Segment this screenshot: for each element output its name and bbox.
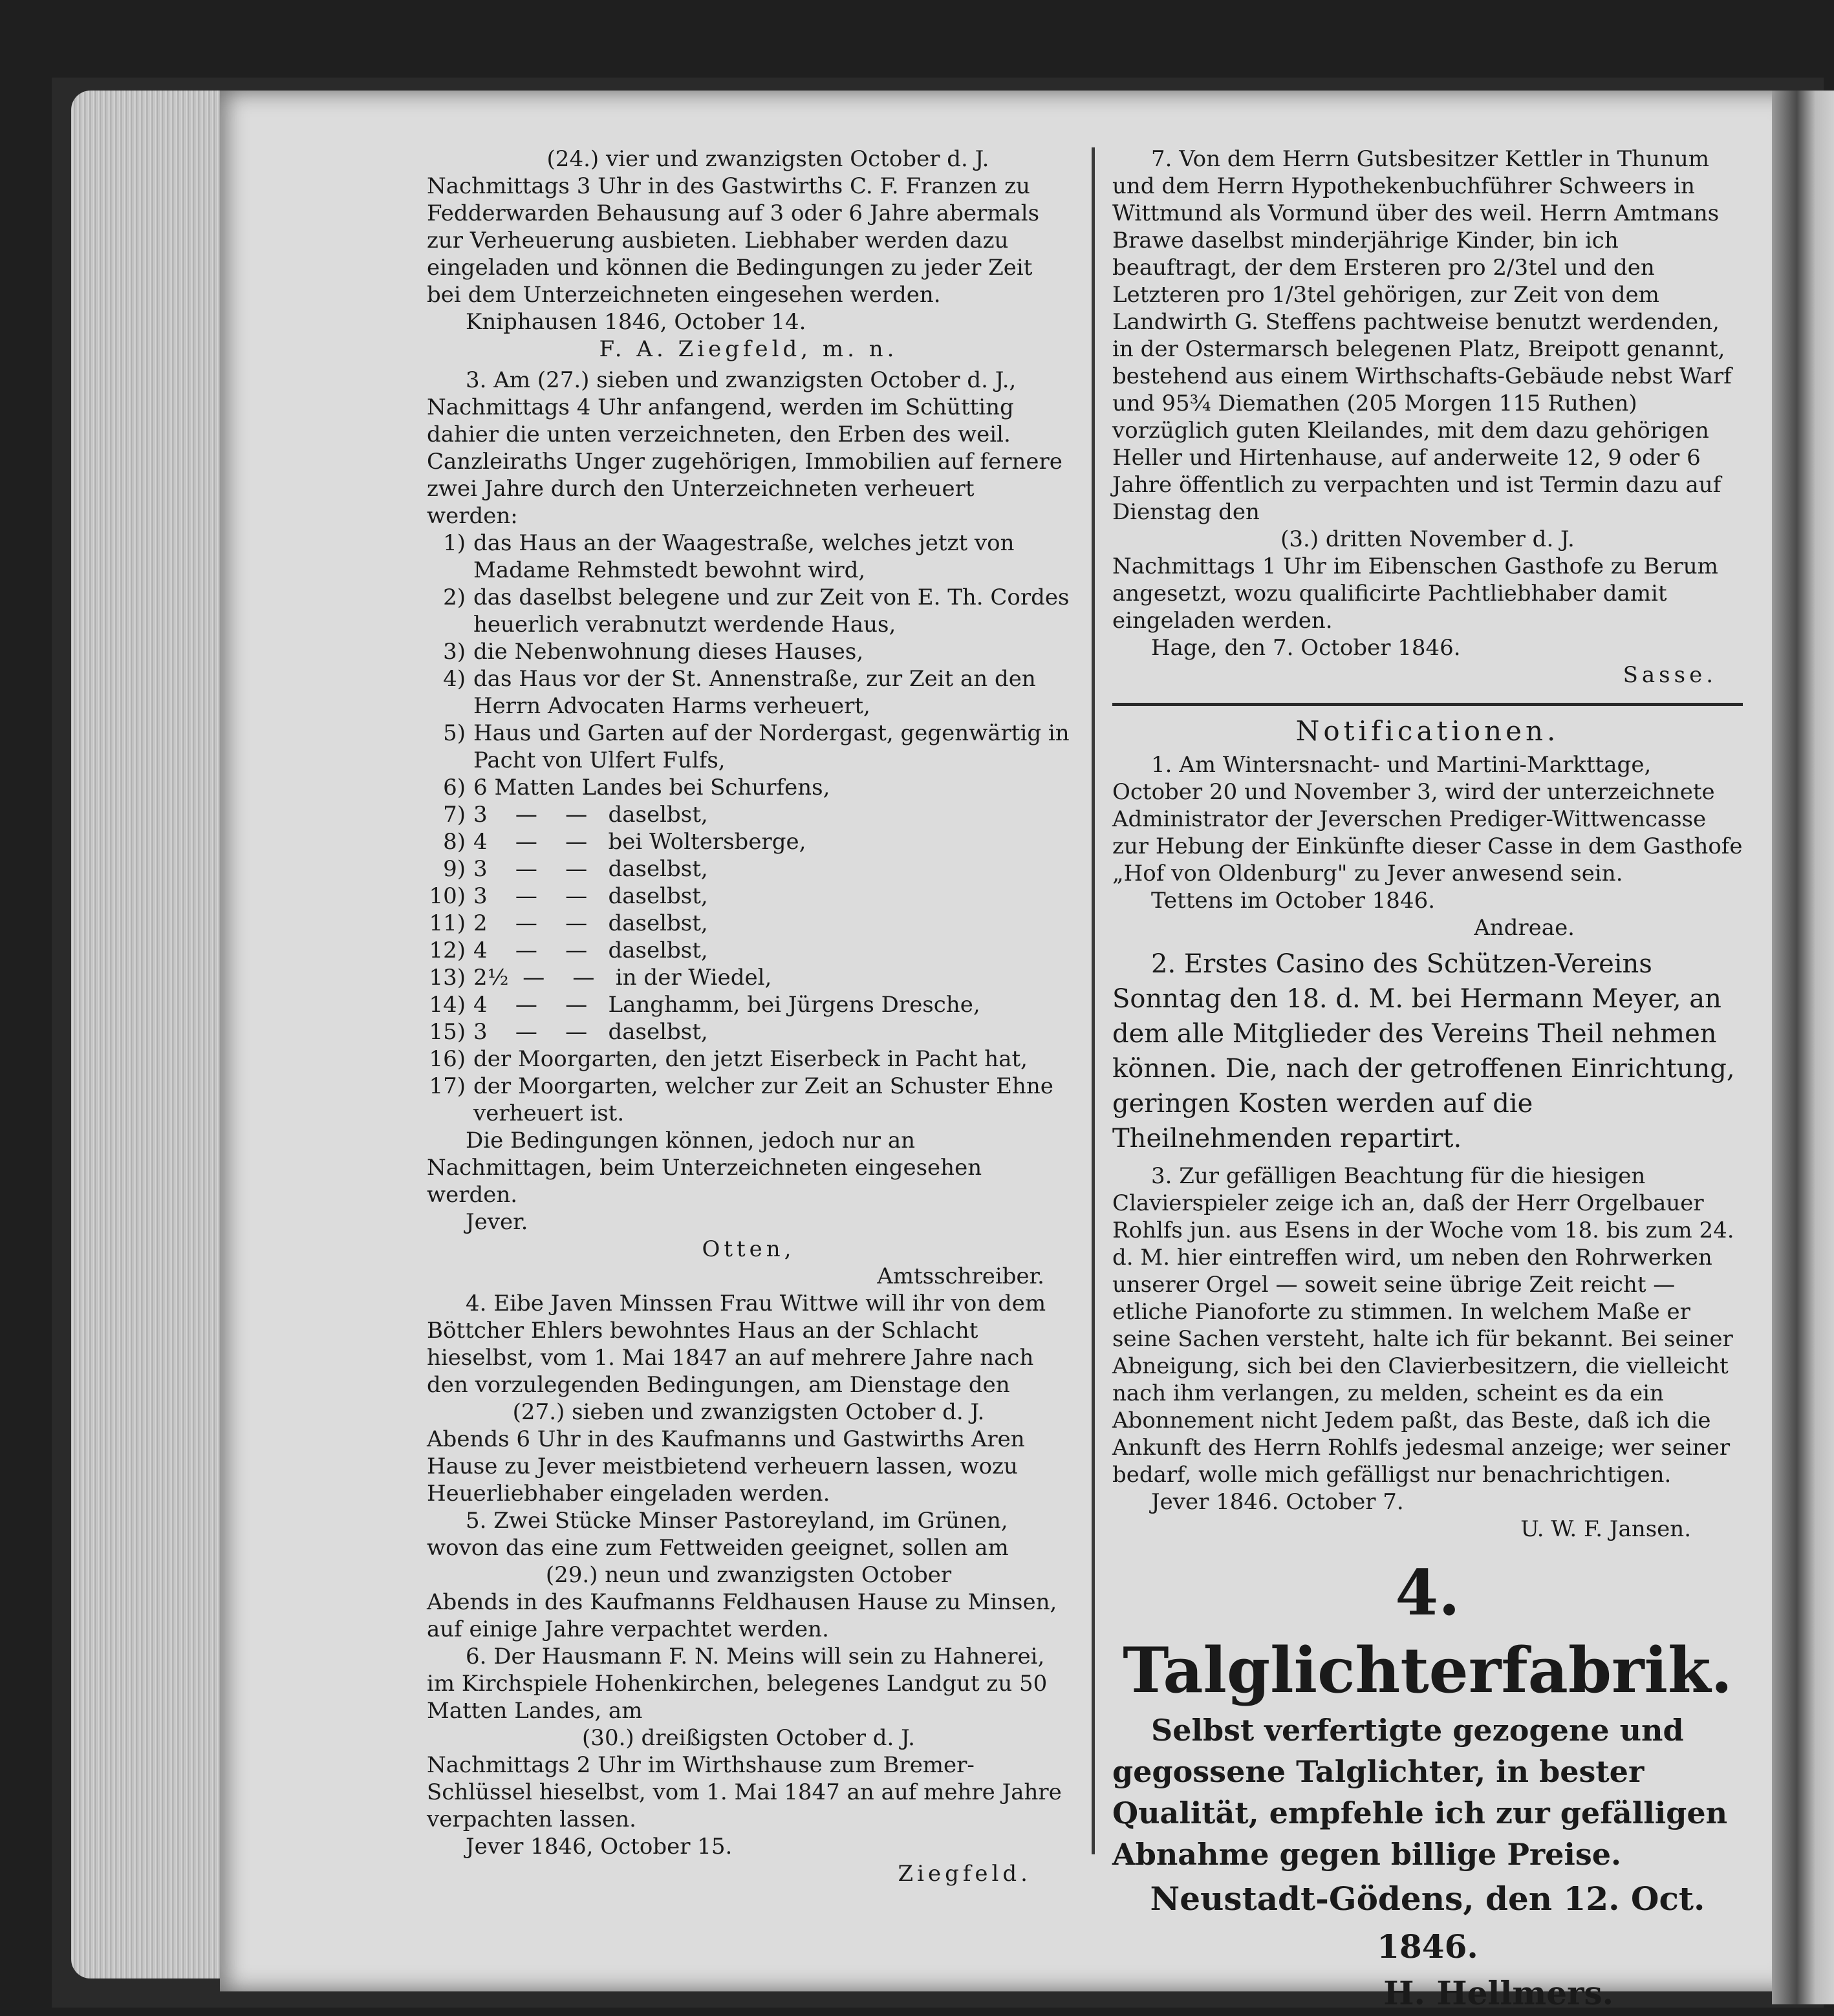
- notification-1-place: Tettens im October 1846.: [1151, 888, 1436, 914]
- notice-7-place: Hage, den 7. October 1846.: [1151, 635, 1461, 661]
- list-number: 2): [443, 584, 466, 610]
- notice-2-body: Nachmittags 3 Uhr in des Gastwirths C. F. Franzen zu Fedderwarden Behausung auf 3 oder 6 Jahre abermals zur Verheuerung ausbieten. Liebhaber werden dazu eingeladen und können die Bedingungen zu jeder Zeit bei dem Unterzeichneten eingesehen werden.: [427, 173, 1040, 308]
- notice-3-list: [427, 530, 1070, 1127]
- notification-4-place: Neustadt-Gödens, den 12. Oct. 1846.: [1150, 1880, 1705, 1966]
- notice-5-date: (29.) neun und zwanzigsten October: [545, 1562, 952, 1588]
- list-item: [427, 530, 1070, 584]
- list-item: [427, 937, 1070, 964]
- notification-3-signature: U. W. F. Jansen.: [1520, 1516, 1691, 1542]
- notice-2-date: (24.) vier und zwanzigsten October d. J.: [546, 146, 989, 172]
- list-item: [427, 964, 1070, 991]
- list-item: [427, 720, 1070, 774]
- list-number: 1): [443, 530, 466, 556]
- left-column: [427, 145, 1070, 1887]
- notification-3-body: 3. Zur gefälligen Beachtung für die hiesigen Clavierspieler zeige ich an, daß der Herr Orgelbauer Rohlfs jun. aus Esens in der Woche vom 18. bis zum 24. d. M. hier eintreffen wird, um neben den Rohrwerken unserer Orgel — soweit seine übrige Zeit reicht — etliche Pianoforte zu stimmen. In welchem Maße er seine Sachen versteht, halte ich für bekannt. Bei seiner Abneigung, sich bei den Clavierbesitzern, die vielleicht nach ihm verlangen, zu melden, scheint es da ein Abonnement nicht Jedem paßt, das Beste, daß ich die Ankunft des Herrn Rohlfs jedesmal anzeige; wer seiner bedarf, wolle mich gefälligst nur benachrichtigen.: [1112, 1163, 1734, 1488]
- list-item: [427, 584, 1070, 638]
- notice-3-title: Amtsschreiber.: [877, 1263, 1044, 1289]
- notice-7-rest: Nachmittags 1 Uhr im Eibenschen Gasthofe zu Berum angesetzt, wozu qualificirte Pachtliebhaber damit eingeladen werden.: [1112, 553, 1718, 634]
- list-number: 6): [443, 775, 466, 800]
- column-divider: [1092, 147, 1095, 1854]
- list-number: 5): [443, 720, 466, 746]
- list-number: 16): [429, 1046, 466, 1072]
- list-number: 8): [443, 829, 466, 855]
- list-text: das Haus vor der St. Annenstraße, zur Zeit an den Herrn Advocaten Harms verheuert,: [473, 666, 1036, 719]
- notification-2-body: 2. Erstes Casino des Schützen-Vereins Sonntag den 18. d. M. bei Hermann Meyer, an dem alle Mitglieder des Vereins Theil nehmen können. Die, nach der getroffenen Einrichtung, geringen Kosten werden auf die Theilnehmenden repartirt.: [1112, 949, 1735, 1153]
- notice-5-rest: Abends in des Kaufmanns Feldhausen Hause zu Minsen, auf einige Jahre verpachtet werden.: [427, 1589, 1057, 1642]
- notification-4-body: Selbst verfertigte gezogene und gegossene Talglichter, in bester Qualität, empfehle ich zur gefälligen Abnahme gegen billige Preise.: [1112, 1713, 1728, 1872]
- list-text: 2½ — — in der Wiedel,: [473, 965, 772, 991]
- list-text: 2 — — daselbst,: [473, 910, 708, 936]
- notice-7-date: (3.) dritten November d. J.: [1280, 526, 1575, 552]
- book-page-edges: [71, 91, 233, 1978]
- list-text: 4 — — Langhamm, bei Jürgens Dresche,: [473, 992, 980, 1018]
- list-text: 3 — — daselbst,: [473, 1019, 708, 1045]
- notice-7-body: 7. Von dem Herrn Gutsbesitzer Kettler in Thunum und dem Herrn Hypothekenbuchführer Schweers in Wittmund als Vormund über des weil. Herrn Amtmans Brawe daselbst minderjährige Kinder, bin ich beauftragt, der dem Ersteren pro 2/3tel und den Letzteren pro 1/3tel gehörigen, zur Zeit von dem Landwirth G. Steffens pachtweise benutzt werdenden, in der Ostermarsch belegenen Platz, Breipott genannt, bestehend aus einem Wirthschafts-Gebäude nebst Warf und 95¾ Diemathen (205 Morgen 115 Ruthen) vorzüglich guten Kleilandes, mit dem dazu gehörigen Heller und Hirtenhause, auf anderweite 12, 9 oder 6 Jahre öffentlich zu verpachten und ist Termin dazu auf Dienstag den: [1112, 146, 1732, 525]
- list-number: 11): [429, 910, 466, 936]
- list-item: [427, 638, 1070, 665]
- list-number: 4): [443, 666, 466, 692]
- notice-4-rest: Abends 6 Uhr in des Kaufmanns und Gastwirths Aren Hause zu Jever meistbietend verheuern lassen, wozu Heuerliebhaber eingeladen werden.: [427, 1426, 1025, 1507]
- notice-6-date: (30.) dreißigsten October d. J.: [582, 1725, 915, 1751]
- list-item: [427, 1046, 1070, 1073]
- notice-4-date: (27.) sieben und zwanzigsten October d. J.: [512, 1399, 985, 1425]
- list-text: 3 — — daselbst,: [473, 802, 708, 828]
- notice-2-place: Kniphausen 1846, October 14.: [466, 309, 806, 335]
- notification-1-signature: Andreae.: [1474, 915, 1575, 941]
- list-item: [427, 910, 1070, 937]
- list-text: die Nebenwohnung dieses Hauses,: [473, 639, 864, 665]
- list-item: [427, 774, 1070, 801]
- list-item: [427, 991, 1070, 1018]
- list-text: der Moorgarten, welcher zur Zeit an Schuster Ehne verheuert ist.: [473, 1073, 1053, 1126]
- notice-4-body: 4. Eibe Javen Minssen Frau Wittwe will ihr von dem Böttcher Ehlers bewohntes Haus an der Schlacht hieselbst, vom 1. Mai 1847 an auf mehrere Jahre nach den vorzulegenden Bedingungen, am Dienstage den: [427, 1291, 1046, 1398]
- notice-6-place: Jever 1846, October 15.: [466, 1834, 733, 1860]
- list-number: 3): [443, 639, 466, 665]
- list-number: 15): [429, 1019, 466, 1045]
- list-item: [427, 1018, 1070, 1046]
- section-heading: Notificationen.: [1295, 715, 1560, 747]
- notification-1-body: 1. Am Wintersnacht- und Martini-Markttage, October 20 und November 3, wird der unterzeichnete Administrator der Jeverschen Prediger-Wittwencasse zur Hebung der Einkünfte dieser Casse in dem Gasthofe „Hof von Oldenburg" zu Jever anwesend sein.: [1112, 752, 1743, 886]
- list-number: 13): [429, 965, 466, 991]
- list-number: 7): [443, 802, 466, 828]
- list-number: 12): [429, 938, 466, 963]
- list-text: 6 Matten Landes bei Schurfens,: [473, 775, 830, 800]
- notice-3-place: Jever.: [466, 1209, 528, 1235]
- list-number: 10): [429, 883, 466, 909]
- notice-3-signature: Otten,: [702, 1236, 795, 1262]
- notice-5-body: 5. Zwei Stücke Minser Pastoreyland, im Grünen, wovon das eine zum Fettweiden geeignet, sollen am: [427, 1508, 1009, 1561]
- list-text: 4 — — bei Woltersberge,: [473, 829, 806, 855]
- notice-6-rest: Nachmittags 2 Uhr im Wirthshause zum Bremer-Schlüssel hieselbst, vom 1. Mai 1847 an auf mehre Jahre verpachten lassen.: [427, 1752, 1062, 1832]
- list-text: 4 — — daselbst,: [473, 938, 708, 963]
- list-item: [427, 1073, 1070, 1127]
- list-text: 3 — — daselbst,: [473, 856, 708, 882]
- notice-6-signature: Ziegfeld.: [898, 1861, 1031, 1887]
- list-text: 3 — — daselbst,: [473, 883, 708, 909]
- right-column: [1112, 145, 1743, 2016]
- notification-3-place: Jever 1846. October 7.: [1151, 1489, 1404, 1515]
- page-gutter: [1772, 91, 1834, 2004]
- list-number: 9): [443, 856, 466, 882]
- list-item: [427, 828, 1070, 855]
- list-text: das daselbst belegene und zur Zeit von E. Th. Cordes heuerlich verabnutzt werdende Haus,: [473, 584, 1070, 638]
- list-text: das Haus an der Waagestraße, welches jetzt von Madame Rehmstedt bewohnt wird,: [473, 530, 1015, 583]
- notice-3-intro: 3. Am (27.) sieben und zwanzigsten October d. J., Nachmittags 4 Uhr anfangend, werden im Schütting dahier die unten verzeichneten, den Erben des weil. Canzleiraths Unger zugehörigen, Immobilien auf fernere zwei Jahre durch den Unterzeichneten verheuert werden:: [427, 367, 1063, 529]
- list-item: [427, 883, 1070, 910]
- notification-4-signature: H. Hellmers.: [1383, 1974, 1613, 2012]
- list-text: Haus und Garten auf der Nordergast, gegenwärtig in Pacht von Ulfert Fulfs,: [473, 720, 1070, 773]
- list-item: [427, 665, 1070, 720]
- list-item: [427, 855, 1070, 883]
- list-text: der Moorgarten, den jetzt Eiserbeck in Pacht hat,: [473, 1046, 1028, 1072]
- list-item: [427, 801, 1070, 828]
- notice-6-body: 6. Der Hausmann F. N. Meins will sein zu Hahnerei, im Kirchspiele Hohenkirchen, belegenes Landgut zu 50 Matten Landes, am: [427, 1644, 1048, 1724]
- notice-2-signature: F. A. Ziegfeld, m. n.: [599, 336, 898, 362]
- notification-4-title: 4. Talglichterfabrik.: [1123, 1556, 1732, 1707]
- list-number: 14): [429, 992, 466, 1018]
- list-number: 17): [429, 1073, 466, 1099]
- notice-3-conditions: Die Bedingungen können, jedoch nur an Nachmittagen, beim Unterzeichneten eingesehen werden.: [427, 1128, 982, 1208]
- notice-7-signature: Sasse.: [1623, 662, 1717, 688]
- section-rule: [1112, 703, 1743, 706]
